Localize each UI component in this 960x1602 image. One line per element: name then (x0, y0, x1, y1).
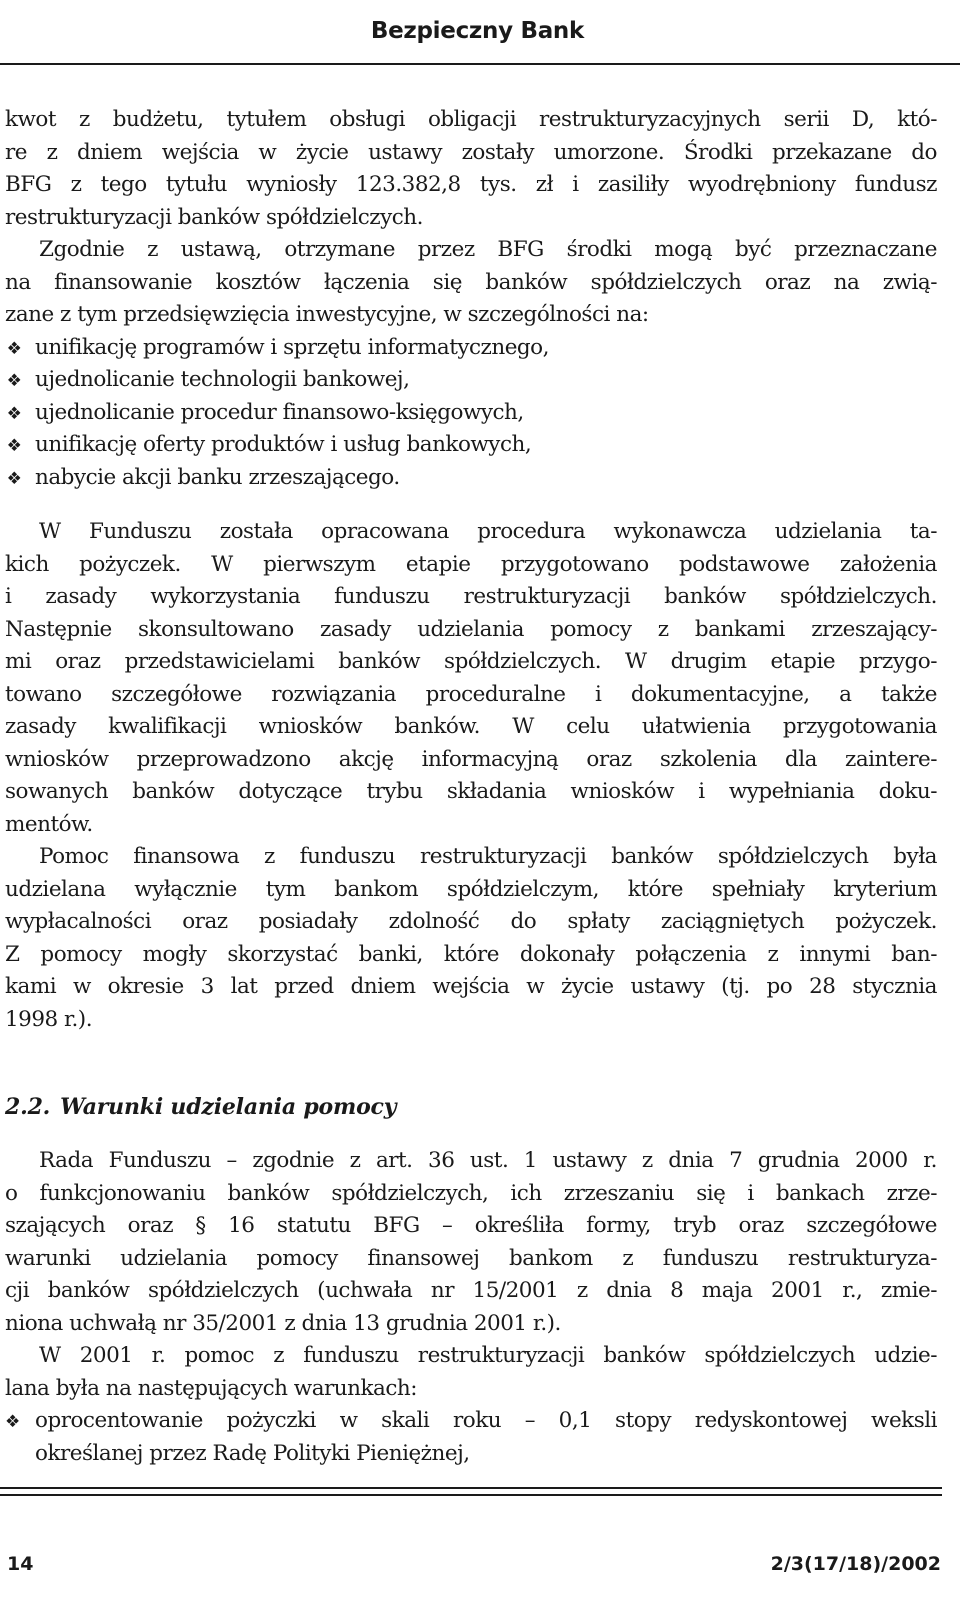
list-item (5, 332, 937, 365)
paragraph-6 (5, 1340, 937, 1405)
text-line: kami w okresie 3 lat przed dniem wejścia w życie ustawy (tj. po 28 stycznia (5, 974, 937, 999)
bullet-list-1 (5, 332, 937, 495)
text-line: na finansowanie kosztów łączenia się banków spółdzielczych oraz na zwią- (5, 269, 937, 295)
list-item-text: unifikację programów i sprzętu informatycznego, (35, 334, 549, 360)
page-header-title: Bezpieczny Bank (370, 18, 584, 44)
text-line: W 2001 r. pomoc z funduszu restrukturyzacji banków spółdzielczych udzie- (39, 1343, 937, 1368)
list-item (5, 462, 937, 495)
text-line: warunki udzielania pomocy finansowej bankom z funduszu restrukturyza- (5, 1245, 937, 1271)
text-line: kwot z budżetu, tytułem obsługi obligacji restrukturyzacyjnych serii D, któ- (5, 107, 937, 132)
text-line: 1998 r.). (5, 1006, 93, 1032)
text-line: mentów. (5, 811, 93, 837)
text-line: Zgodnie z ustawą, otrzymane przez BFG środki mogą być przeznaczane (39, 237, 937, 262)
text-line: towano szczegółowe rozwiązania proceduralne i dokumentacyjne, a także (5, 681, 937, 707)
footer-rule-top (0, 1487, 942, 1489)
diamond-bullet-icon: ❖ (6, 403, 22, 424)
paragraph-2 (5, 234, 937, 332)
list-item-text: nabycie akcji banku zrzeszającego. (35, 464, 400, 490)
text-line: re z dniem wejścia w życie ustawy zostały umorzone. Środki przekazane do (5, 139, 937, 165)
text-line: udzielana wyłącznie tym bankom spółdzielczym, które spełniały kryterium (5, 876, 937, 902)
text-line: zasady kwalifikacji wniosków banków. W celu ułatwienia przygotowania (5, 714, 937, 739)
paragraph-5 (5, 1145, 937, 1340)
footer-rule-bottom (0, 1494, 942, 1496)
text-line: Następnie skonsultowano zasady udzielania pomocy z bankami zrzeszający- (5, 616, 937, 642)
diamond-bullet-icon: ❖ (6, 468, 22, 489)
text-line: W Funduszu została opracowana procedura wykonawcza udzielania ta- (39, 519, 937, 544)
page-number: 14 (7, 1553, 34, 1575)
text-line: zane z tym przedsięwzięcia inwestycyjne, w szczególności na: (5, 302, 649, 327)
text-line: sowanych banków dotyczące trybu składania wniosków i wypełniania doku- (5, 779, 937, 804)
text-line: cji banków spółdzielczych (uchwała nr 15/2001 z dnia 8 maja 2001 r., zmie- (5, 1278, 937, 1303)
header-rule (0, 63, 960, 65)
text-line: BFG z tego tytułu wyniosły 123.382,8 tys. zł i zasiliły wyodrębniony fundusz (5, 172, 937, 197)
list-item-text: ujednolicanie procedur finansowo-księgowych, (35, 399, 524, 425)
list-item-text: ujednolicanie technologii bankowej, (35, 367, 410, 392)
text-line: restrukturyzacji banków spółdzielczych. (5, 204, 423, 230)
text-line: o funkcjonowaniu banków spółdzielczych, ich zrzeszaniu się i bankach zrze- (5, 1180, 937, 1206)
section-heading (5, 1091, 937, 1123)
diamond-bullet-icon: ❖ (6, 338, 22, 359)
paragraph-3 (5, 516, 937, 841)
list-item-text: oprocentowanie pożyczki w skali roku – 0,1 stopy redyskontowej weksli (35, 1408, 937, 1433)
list-item-text: unifikację oferty produktów i usług bankowych, (35, 432, 532, 457)
text-line: Z pomocy mogły skorzystać banki, które dokonały połączenia z innymi ban- (5, 941, 937, 967)
text-line: Pomoc finansowa z funduszu restrukturyzacji banków spółdzielczych była (39, 844, 937, 869)
section-number: 2.2. (5, 1094, 51, 1120)
text-line: szających oraz § 16 statutu BFG – określiła formy, tryb oraz szczegółowe (5, 1213, 937, 1238)
text-line: Rada Funduszu – zgodnie z art. 36 ust. 1 ustawy z dnia 7 grudnia 2000 r. (39, 1148, 937, 1173)
list-item (5, 397, 937, 430)
text-line: mi oraz przedstawicielami banków spółdzielczych. W drugim etapie przygo- (5, 649, 937, 674)
text-line: i zasady wykorzystania funduszu restrukturyzacji banków spółdzielczych. (5, 584, 937, 609)
list-item-continuation: określanej przez Radę Polityki Pieniężnej, (35, 1440, 470, 1466)
text-line: wypłacalności oraz posiadały zdolność do spłaty zaciągniętych pożyczek. (5, 909, 937, 934)
paragraph-4 (5, 841, 937, 1036)
issue-number: 2/3(17/18)/2002 (770, 1553, 941, 1575)
list-item (5, 364, 937, 397)
diamond-bullet-icon: ❖ (5, 1412, 20, 1432)
list-item (5, 429, 937, 462)
diamond-bullet-icon: ❖ (6, 371, 22, 391)
text-line: wniosków przeprowadzono akcję informacyjną oraz szkolenia dla zaintere- (5, 746, 937, 772)
text-line: niona uchwałą nr 35/2001 z dnia 13 grudnia 2001 r.). (5, 1310, 561, 1336)
article-body (5, 104, 937, 1470)
text-line: kich pożyczek. W pierwszym etapie przygotowano podstawowe założenia (5, 551, 937, 577)
diamond-bullet-icon: ❖ (6, 436, 22, 456)
paragraph-1 (5, 104, 937, 234)
text-line: lana była na następujących warunkach: (5, 1375, 417, 1401)
section-title: Warunki udzielania pomocy (60, 1094, 397, 1120)
list-item (5, 1405, 937, 1438)
bullet-list-2 (5, 1405, 937, 1470)
